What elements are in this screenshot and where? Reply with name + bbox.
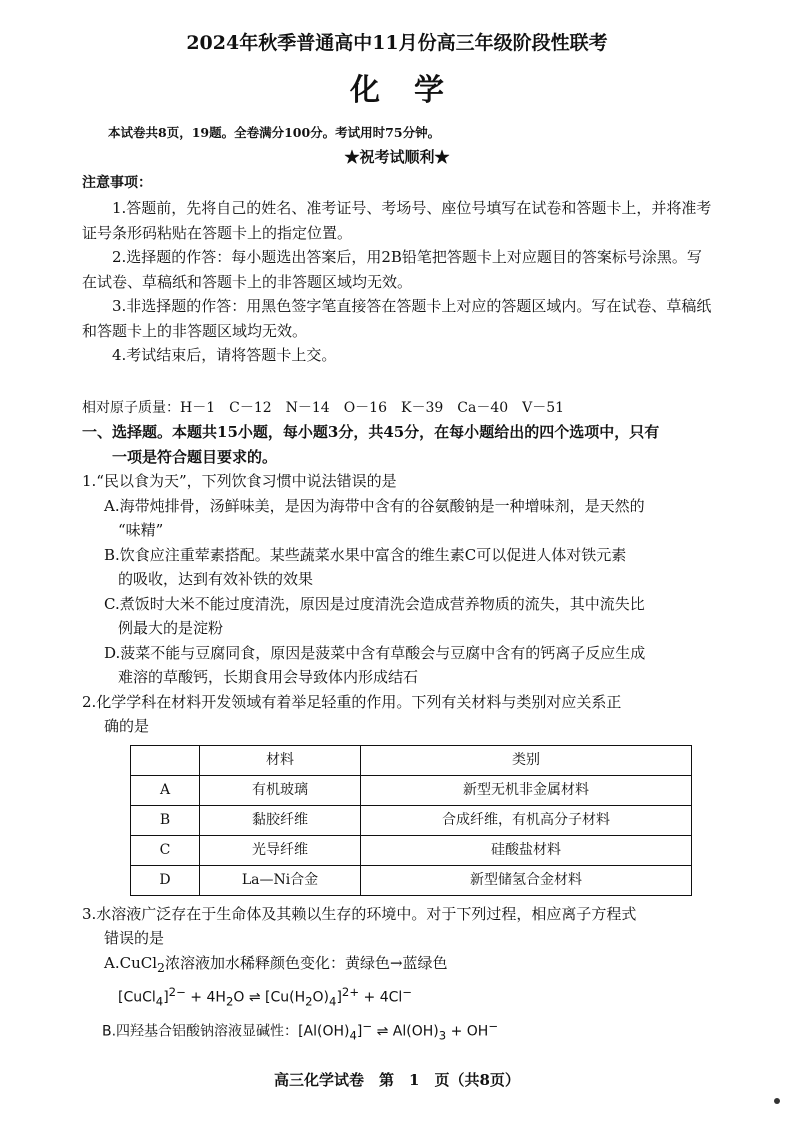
section-heading-line2: 一项是符合题目要求的。 (112, 447, 278, 466)
section-heading (82, 420, 712, 469)
table-cell: 光导纤维 (200, 835, 361, 865)
question-1-stem: 1.“民以食为天”，下列饮食习惯中说法错误的是 (82, 472, 397, 490)
table-header-row (131, 745, 692, 775)
question-2-stem-cont: 确的是 (104, 717, 150, 735)
section-heading-line1: 一、选择题。本题共15小题，每小题3分，共45分，在每小题给出的四个选项中，只有 (82, 423, 660, 441)
question-1-option-c: C.煮饭时大米不能过度清洗，原因是过度清洗会造成营养物质的流失，其中流失比 (104, 594, 645, 613)
exam-title: 2024年秋季普通高中11月份高三年级阶段性联考 (186, 32, 608, 54)
question-3-option-b: B.四羟基合铝酸钠溶液显碱性：$[Al(OH)_4]^-$ ⇌ $Al(OH)_3 + OH^-$ (102, 1018, 499, 1043)
notice-item-2: 2.选择题的作答：每小题选出答案后，用2B铅笔把答题卡上对应题目的答案标号涂黑。写在试卷、草稿纸和答题卡上的非答题区域均无效。 (82, 248, 702, 291)
table-cell: B (131, 805, 200, 835)
table-cell: La—Ni合金 (200, 865, 361, 895)
table-cell: A (131, 775, 200, 805)
question-1-option-a-cont: “味精” (118, 521, 164, 539)
question-1-option-b-cont: 的吸收，达到有效补铁的效果 (118, 570, 314, 588)
table-cell: 新型储氢合金材料 (361, 865, 692, 895)
question-3-stem-cont: 错误的是 (104, 929, 165, 947)
table-header-cell (131, 745, 200, 775)
question-1-option-d: D.菠菜不能与豆腐同食，原因是菠菜中含有草酸会与豆腐中含有的钙离子反应生成 (104, 643, 646, 662)
question-1-option-a: A.海带炖排骨，汤鲜味美，是因为海带中含有的谷氨酸钠是一种增味剂，是天然的 (104, 496, 645, 515)
question-3-option-a-equation: [CuCl$_4$]$^{2-}$ + $4H_2O$ ⇌ $[Cu(H_2O)_4]^{2+} + 4Cl^-$ (118, 985, 413, 1009)
notice-item-4: 4.考试结束后，请将答题卡上交。 (112, 346, 337, 364)
table-cell: C (131, 835, 200, 865)
table-row (131, 775, 692, 805)
table-row (131, 835, 692, 865)
notice-item-1: 1.答题前，先将自己的姓名、准考证号、考场号、座位号填写在试卷和答题卡上，并将准考证号条形码粘贴在答题卡上的指定位置。 (82, 199, 712, 242)
table-cell: 新型无机非金属材料 (361, 775, 692, 805)
question-1-option-d-cont: 难溶的草酸钙，长期食用会导致体内形成结石 (118, 668, 419, 686)
table-cell: 有机玻璃 (200, 775, 361, 805)
table-cell: D (131, 865, 200, 895)
materials-table (130, 745, 692, 896)
table-cell: 硅酸盐材料 (361, 835, 692, 865)
table-cell: 黏胶纤维 (200, 805, 361, 835)
atomic-masses: 相对原子质量：H－1 C－12 N－14 O－16 K－39 Ca－40 V－51 (82, 399, 565, 416)
question-1-option-c-cont: 例最大的是淀粉 (118, 619, 224, 637)
exam-info: 本试卷共8页，19题。全卷满分100分。考试用时75分钟。 (108, 125, 441, 140)
subject-title: 化学 (350, 73, 478, 108)
table-cell: 合成纤维，有机高分子材料 (361, 805, 692, 835)
question-2-stem: 2.化学学科在材料开发领域有着举足轻重的作用。下列有关材料与类别对应关系正 (82, 692, 622, 711)
question-1-option-b: B.饮食应注重荤素搭配。某些蔬菜水果中富含的维生素C可以促进人体对铁元素 (104, 545, 627, 564)
table-row (131, 865, 692, 895)
notice-item-3: 3.非选择题的作答：用黑色签字笔直接答在答题卡上对应的答题区域内。写在试卷、草稿纸和答题卡上的非答题区域均无效。 (82, 297, 712, 340)
table-row (131, 805, 692, 835)
question-3-option-a: A.CuCl$_2$浓溶液加水稀释颜色变化：黄绿色→蓝绿色 (104, 953, 448, 975)
page-footer: 高三化学试卷 第 1 页（共8页） (274, 1071, 520, 1089)
corner-dot (774, 1098, 780, 1104)
table-header-cell: 类别 (361, 745, 692, 775)
notice-title: 注意事项： (82, 175, 152, 191)
table-header-cell: 材料 (200, 745, 361, 775)
good-luck-banner: ★祝考试顺利★ (344, 148, 450, 166)
question-3-stem: 3.水溶液广泛存在于生命体及其赖以生存的环境中。对于下列过程，相应离子方程式 (82, 904, 637, 923)
